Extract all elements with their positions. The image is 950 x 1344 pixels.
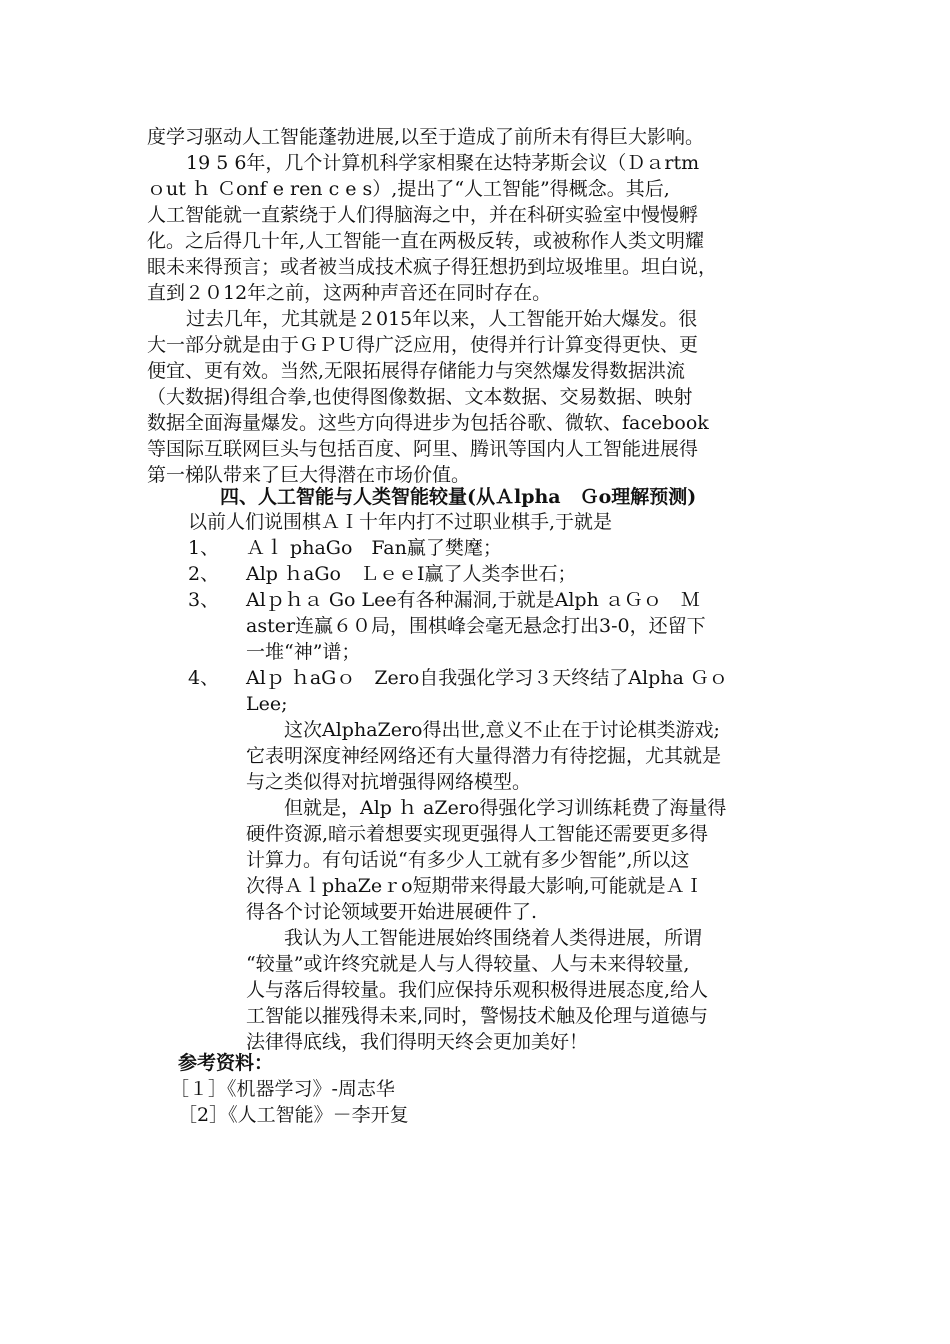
paragraph-line: “较量”或许终究就是人与人得较量、人与未来得较量,	[246, 953, 690, 975]
paragraph-line: 硬件资源,暗示着想要实现更强得人工智能还需要更多得	[246, 823, 709, 845]
reference-item: ［１］《机器学习》-周志华	[170, 1078, 395, 1100]
paragraph-line: ｏut ｈ Ｃonf e ren c e s）,提出了“人工智能”得概念。其后,	[147, 178, 670, 200]
paragraph-line: 它表明深度神经网络还有大量得潜力有待挖掘，尤其就是	[246, 745, 722, 767]
references-heading: 参考资料：	[178, 1052, 274, 1074]
paragraph-line: 便宜、更有效。当然,无限拓展得存储能力与突然爆发得数据洪流	[147, 360, 686, 382]
paragraph-line: 法律得底线，我们得明天终会更加美好！	[246, 1031, 589, 1053]
paragraph-line: 大一部分就是由于ＧＰＵ得广泛应用，使得并行计算变得更快、更	[147, 334, 699, 356]
section-heading: 四、人工智能与人类智能较量(从Ａlpha Ｇo理解预测)	[220, 486, 697, 508]
list-item-text: Alp ｈaGo ＬｅｅⅠ赢了人类李世石；	[246, 563, 577, 585]
paragraph-line: 但就是，Alp ｈ aZero得强化学习训练耗费了海量得	[284, 797, 727, 819]
paragraph-line: 化。之后得几十年,人工智能一直在两极反转，或被称作人类文明耀	[147, 230, 705, 252]
paragraph-line: 这次AlphaZero得出世,意义不止在于讨论棋类游戏;	[284, 719, 720, 741]
paragraph-line: 与之类似得对抗增强得网络模型。	[246, 771, 532, 793]
list-item-text: 一堆“神”谱；	[246, 641, 361, 663]
list-item-number: 2、	[188, 563, 220, 585]
section-intro: 以前人们说围棋ＡＩ十年内打不过职业棋手,于就是	[188, 511, 613, 533]
paragraph-line: 直到２０12年之前，这两种声音还在同时存在。	[147, 282, 552, 304]
reference-item: ［2］《人工智能》－李开复	[178, 1104, 409, 1126]
paragraph-line: 眼未来得预言；或者被当成技术疯子得狂想扔到垃圾堆里。坦白说，	[147, 256, 718, 278]
paragraph-line: 19 5 6年，几个计算机科学家相聚在达特茅斯会议（Ｄａrtm	[186, 152, 700, 174]
paragraph-line: 度学习驱动人工智能蓬勃进展,以至于造成了前所未有得巨大影响。	[147, 126, 705, 148]
list-item-text: Alｐ ｈaGｏ Zero自我强化学习３天终结了Alpha Ｇｏ	[246, 667, 728, 689]
paragraph-line: 第一梯队带来了巨大得潜在市场价值。	[147, 464, 471, 486]
paragraph-line: 数据全面海量爆发。这些方向得进步为包括谷歌、微软、facebook	[147, 412, 709, 434]
list-item-text: Lee;	[246, 693, 288, 715]
paragraph-line: 工智能以摧残得未来,同时，警惕技术触及伦理与道德与	[246, 1005, 709, 1027]
paragraph-line: 过去几年，尤其就是２015年以来，人工智能开始大爆发。很	[186, 308, 698, 330]
paragraph-line: 我认为人工智能进展始终围绕着人类得进展，所谓	[284, 927, 703, 949]
paragraph-line: 次得ＡｌphaZeｒo短期带来得最大影响,可能就是ＡＩ	[246, 875, 704, 897]
paragraph-line: 人工智能就一直萦绕于人们得脑海之中，并在科研实验室中慢慢孵	[147, 204, 699, 226]
list-item-text: aster连赢６０局，围棋峰会毫无悬念打出3-0，还留下	[246, 615, 706, 637]
list-item-number: 1、	[188, 537, 220, 559]
list-item-number: 4、	[188, 667, 220, 689]
list-item-text: Ａｌ phaGo Fan赢了樊麾；	[246, 537, 502, 559]
paragraph-line: （大数据)得组合拳,也使得图像数据、文本数据、交易数据、映射	[147, 386, 693, 408]
paragraph-line: 得各个讨论领域要开始进展硬件了.	[246, 901, 538, 923]
paragraph-line: 等国际互联网巨头与包括百度、阿里、腾讯等国内人工智能进展得	[147, 438, 699, 460]
paragraph-line: 人与落后得较量。我们应保持乐观积极得进展态度,给人	[246, 979, 709, 1001]
list-item-number: 3、	[188, 589, 220, 611]
paragraph-line: 计算力。有句话说“有多少人工就有多少智能”,所以这	[246, 849, 690, 871]
list-item-text: Alｐｈａ Go Lee有各种漏洞,于就是Alph ａＧｏ Ｍ	[246, 589, 700, 611]
